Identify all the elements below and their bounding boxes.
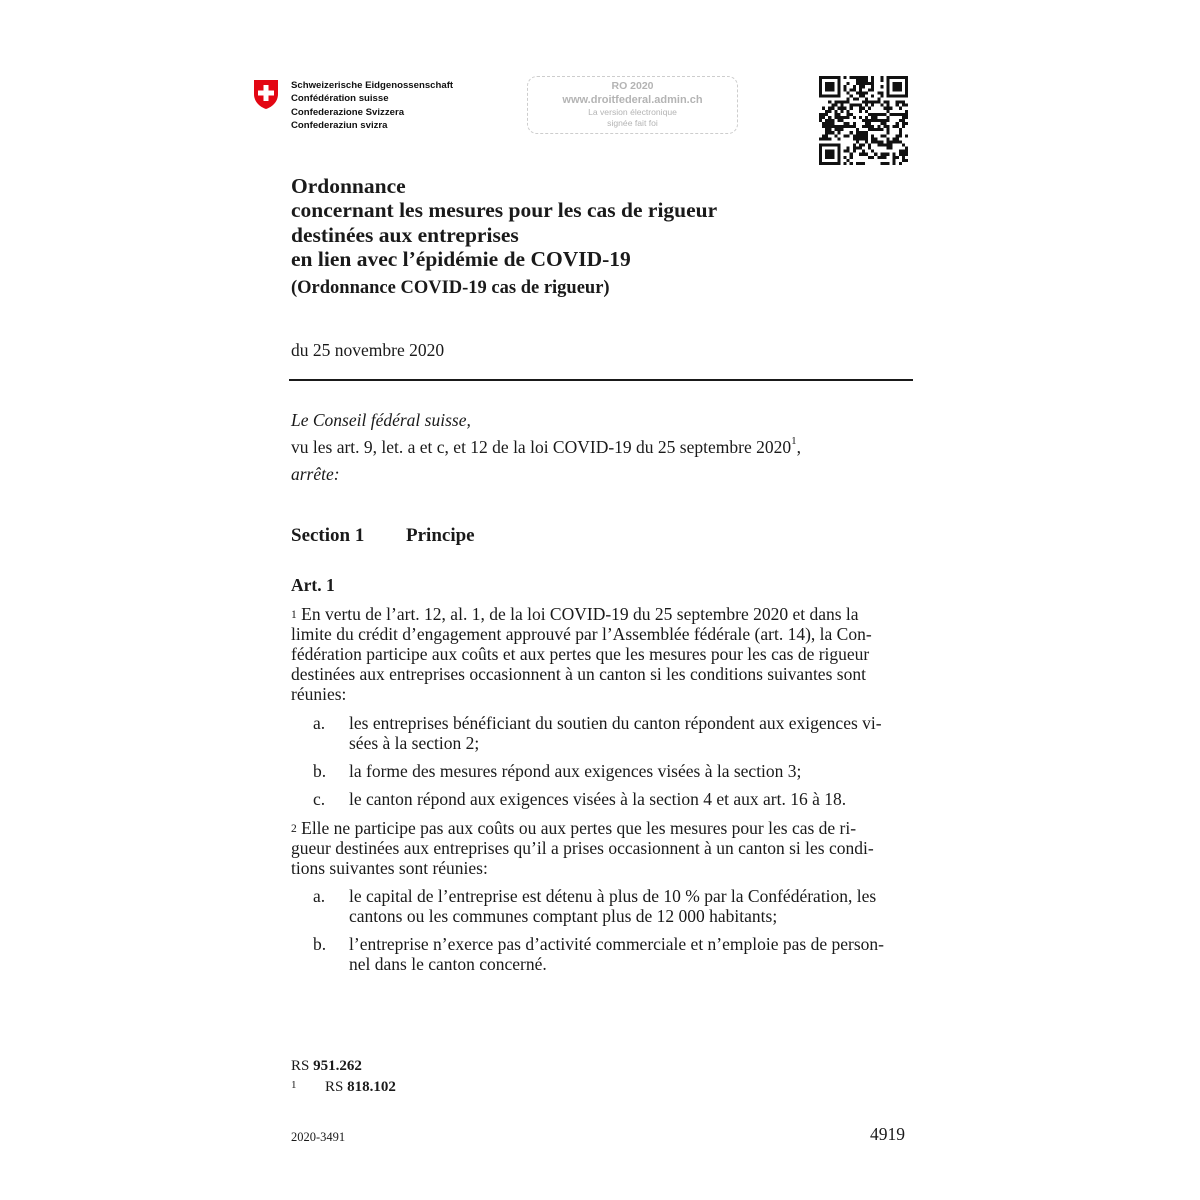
footnote-marker[interactable]: 1 bbox=[791, 435, 797, 447]
list-item bbox=[313, 713, 909, 753]
list-item-line: sées à la section 2; bbox=[349, 733, 480, 753]
list-item bbox=[313, 886, 909, 926]
ordinance-date: du 25 novembre 2020 bbox=[291, 340, 445, 360]
paragraph-line: limite du crédit d’engagement approuvé par l’Assemblée fédérale (art. 14), la Con- bbox=[291, 624, 872, 644]
title-line: concernant les mesures pour les cas de rigueur bbox=[291, 198, 718, 223]
article-title: Art. 1 bbox=[291, 575, 335, 595]
list-item bbox=[313, 761, 909, 781]
page-number: 4919 bbox=[870, 1124, 905, 1144]
article-paragraph-1 bbox=[291, 604, 909, 704]
confederation-name-fr: Confédération suisse bbox=[291, 93, 389, 105]
confederation-name-rm: Confederaziun svizra bbox=[291, 119, 388, 131]
document-id: 2020-3491 bbox=[291, 1130, 346, 1144]
list-item-letter: c. bbox=[313, 789, 326, 809]
title-line: destinées aux entreprises bbox=[291, 222, 519, 247]
paragraph-number: 1 bbox=[291, 609, 297, 621]
rs-reference bbox=[291, 1058, 362, 1075]
list-item-letter: b. bbox=[313, 934, 327, 954]
preamble-basis-end: , bbox=[796, 437, 801, 457]
qr-code-icon bbox=[819, 76, 908, 165]
confederation-names bbox=[291, 79, 453, 132]
footnote-reference: RS 818.102 bbox=[325, 1079, 396, 1095]
preamble-basis bbox=[291, 437, 801, 458]
ordinance-title bbox=[291, 174, 717, 271]
section-label: Section 1 bbox=[291, 525, 365, 546]
list-item-letter: b. bbox=[313, 761, 327, 781]
stamp-site[interactable]: www.droitfederal.admin.ch bbox=[562, 94, 703, 106]
paragraph-line: destinées aux entreprises occasionnent à un canton si les conditions suivantes sont bbox=[291, 664, 866, 684]
paragraph-line: gueur destinées aux entreprises qu’il a prises occasionnent à un canton si les condi- bbox=[291, 838, 874, 858]
footnote bbox=[291, 1079, 396, 1096]
stamp-ro: RO 2020 bbox=[611, 80, 654, 92]
confederation-name-it: Confederazione Svizzera bbox=[291, 106, 405, 118]
stamp-note-line1: La version électronique bbox=[588, 107, 677, 117]
swiss-coat-of-arms-icon bbox=[253, 79, 279, 110]
rs-number: 951.262 bbox=[313, 1058, 362, 1074]
footnote-number: 1 bbox=[291, 1079, 297, 1091]
paragraph-number: 2 bbox=[291, 823, 297, 835]
paragraph-line: tions suivantes sont réunies: bbox=[291, 858, 488, 878]
list-item-line: cantons ou les communes comptant plus de 12 000 habitants; bbox=[349, 906, 778, 926]
list-item-line: le canton répond aux exigences visées à la section 4 et aux art. 16 à 18. bbox=[349, 789, 847, 809]
list-item bbox=[313, 934, 909, 974]
list-item-line: le capital de l’entreprise est détenu à plus de 10 % par la Confédération, les bbox=[349, 886, 877, 906]
section-heading bbox=[291, 525, 475, 547]
paragraph-line: $^1$ En vertu de l’art. 12, al. 1, de la loi COVID-19 du 25 septembre 2020 et dans la bbox=[291, 604, 859, 624]
title-line: en lien avec l’épidémie de COVID-19 bbox=[291, 246, 631, 271]
confederation-name-de: Schweizerische Eidgenossenschaft bbox=[291, 80, 454, 91]
list-item-line: nel dans le canton concerné. bbox=[349, 954, 547, 974]
paragraph-line: $^2$ Elle ne participe pas aux coûts ou aux pertes que les mesures pour les cas de ri- bbox=[291, 818, 857, 838]
rs-prefix: RS bbox=[291, 1058, 310, 1074]
list-item-line: l’entreprise n’exerce pas d’activité commerciale et n’emploie pas de person- bbox=[349, 934, 884, 954]
list-item-line: la forme des mesures répond aux exigences visées à la section 3; bbox=[349, 761, 802, 781]
paragraph-line: réunies: bbox=[291, 684, 347, 704]
paragraph-line: fédération participe aux coûts et aux pertes que les mesures pour les cas de rigueur bbox=[291, 644, 870, 664]
list-item bbox=[313, 789, 909, 809]
list-item-letter: a. bbox=[313, 713, 326, 733]
ro-stamp bbox=[527, 76, 738, 134]
preamble-basis-text: vu les art. 9, let. a et c, et 12 de la loi COVID-19 du 25 septembre 2020 bbox=[291, 437, 792, 457]
ordinance-short-title: (Ordonnance COVID-19 cas de rigueur) bbox=[291, 278, 610, 298]
list-item-letter: a. bbox=[313, 886, 326, 906]
list-item-line: les entreprises bénéficiant du soutien du canton répondent aux exigences vi- bbox=[349, 713, 882, 733]
section-name: Principe bbox=[406, 525, 475, 546]
title-line: Ordonnance bbox=[291, 174, 406, 198]
preamble-authority: Le Conseil fédéral suisse, bbox=[291, 410, 471, 430]
stamp-note-line2: signée fait foi bbox=[607, 118, 658, 128]
article-paragraph-2 bbox=[291, 818, 909, 878]
preamble-decree: arrête: bbox=[291, 464, 340, 484]
title-divider bbox=[289, 379, 913, 381]
